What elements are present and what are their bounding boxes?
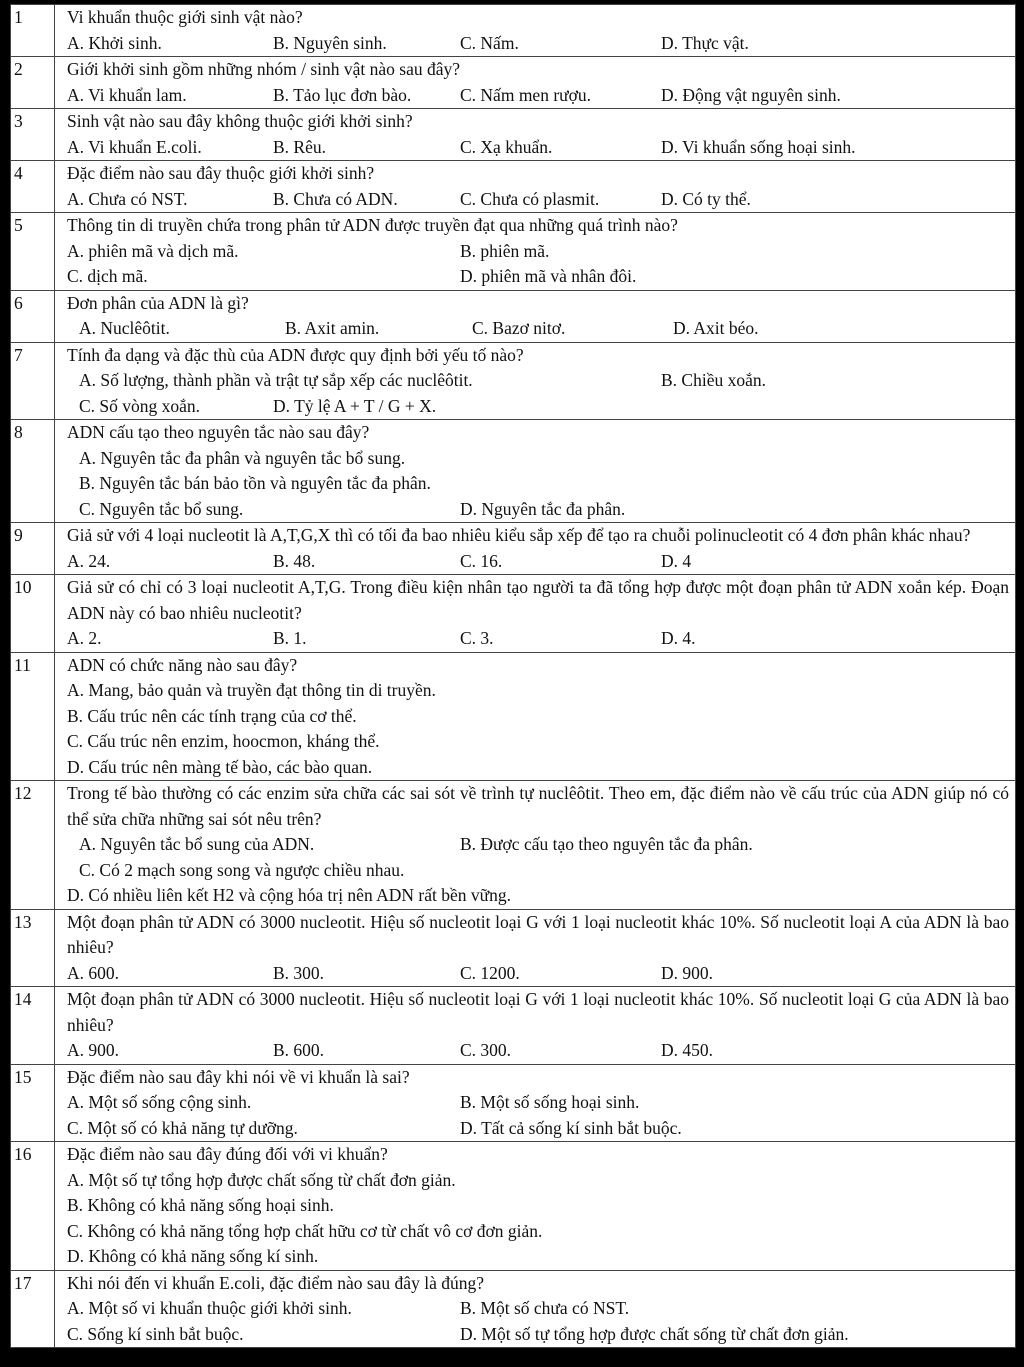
question-text: Đặc điểm nào sau đây thuộc giới khởi sinh?	[67, 163, 375, 183]
options-row	[67, 832, 1009, 858]
answer-option: D. Không có khả năng sống kí sinh.	[67, 1246, 319, 1266]
options-row	[67, 678, 1009, 704]
question-content	[55, 420, 1016, 523]
question-number: 9	[11, 523, 55, 575]
answer-option: D. Tất cả sống kí sinh bắt buộc.	[460, 1117, 682, 1138]
answer-option: A. 900.	[67, 1040, 120, 1060]
options-row	[67, 471, 1009, 497]
answer-option: D. 900.	[661, 962, 714, 983]
question-number: 14	[11, 987, 55, 1065]
question-number: 1	[11, 5, 55, 57]
question-row	[11, 781, 1016, 910]
answer-option: B. Axit amin.	[285, 318, 380, 338]
question-number: 4	[11, 161, 55, 213]
answer-option: B. 1.	[273, 628, 307, 648]
answer-option: C. Sống kí sinh bắt buộc.	[67, 1323, 244, 1344]
question-row	[11, 909, 1016, 987]
answer-option: D. Nguyên tắc đa phân.	[460, 498, 626, 519]
answer-option: A. Mang, bảo quản và truyền đạt thông tin di truyền.	[67, 680, 436, 700]
answer-option: A. Một số vi khuẩn thuộc giới khởi sinh.	[67, 1298, 352, 1318]
question-row	[11, 109, 1016, 161]
options-row	[67, 549, 1009, 575]
answer-option: C. dịch mã.	[67, 266, 148, 286]
answer-option: B. Nguyên tắc bán bảo tồn và nguyên tắc đa phân.	[79, 473, 431, 493]
question-row	[11, 575, 1016, 653]
question-row	[11, 5, 1016, 57]
question-number: 6	[11, 290, 55, 342]
question-row	[11, 420, 1016, 523]
question-number: 12	[11, 781, 55, 910]
options-row	[67, 1193, 1009, 1219]
question-content	[55, 290, 1016, 342]
question-table	[10, 4, 1016, 1348]
answer-option: A. phiên mã và dịch mã.	[67, 240, 239, 261]
question-text: Khi nói đến vi khuẩn E.coli, đặc điểm nào sau đây là đúng?	[67, 1272, 484, 1293]
options-row	[67, 497, 1009, 523]
answer-option: C. Nấm men rượu.	[460, 84, 592, 105]
answer-option: D. Thực vật.	[661, 32, 749, 53]
question-number: 17	[11, 1270, 55, 1348]
answer-option: D. 4	[661, 550, 692, 571]
answer-option: A. Một số tự tổng hợp được chất sống từ chất đơn giản.	[67, 1169, 456, 1190]
options-row	[67, 264, 1009, 290]
answer-option: C. Một số có khả năng tự dưỡng.	[67, 1117, 298, 1138]
answer-option: B. phiên mã.	[460, 240, 550, 261]
answer-option: D. Axit béo.	[673, 318, 759, 338]
question-number: 8	[11, 420, 55, 523]
answer-option: B. Một số chưa có NST.	[460, 1298, 630, 1318]
answer-option: B. Tảo lục đơn bào.	[273, 84, 412, 105]
answer-option: D. 4.	[661, 628, 696, 648]
answer-option: C. Xạ khuẩn.	[460, 136, 553, 157]
question-row	[11, 342, 1016, 420]
answer-option: A. Nuclêôtit.	[79, 318, 170, 338]
question-text: Giả sử có chỉ có 3 loại nucleotit A,T,G. Trong điều kiện nhân tạo người ta đã tổng hợp được một đoạn phân tử ADN xoắn kép. Đoạn ADN này có bao nhiêu nucleotit?	[67, 577, 1009, 623]
options-row	[67, 83, 1009, 109]
question-row	[11, 161, 1016, 213]
options-row	[67, 368, 1009, 394]
options-row	[67, 704, 1009, 730]
answer-option: D. Có nhiều liên kết H2 và cộng hóa trị nên ADN rất bền vững.	[67, 885, 511, 905]
question-text: Sinh vật nào sau đây không thuộc giới khởi sinh?	[67, 111, 413, 131]
answer-option: A. 24.	[67, 550, 111, 571]
question-text: ADN cấu tạo theo nguyên tắc nào sau đây?	[67, 422, 370, 442]
answer-option: D. Động vật nguyên sinh.	[661, 84, 841, 105]
options-row	[67, 729, 1009, 755]
answer-option: C. 16.	[460, 550, 503, 571]
answer-option: C. Có 2 mạch song song và ngược chiều nhau.	[79, 859, 405, 880]
question-row	[11, 1142, 1016, 1271]
question-content	[55, 213, 1016, 291]
question-row	[11, 213, 1016, 291]
answer-option: B. 300.	[273, 962, 325, 983]
question-number: 7	[11, 342, 55, 420]
question-text: Giới khởi sinh gồm những nhóm / sinh vật nào sau đây?	[67, 59, 461, 79]
question-content	[55, 781, 1016, 910]
answer-option: B. Cấu trúc nên các tính trạng của cơ thể.	[67, 705, 357, 726]
options-row	[67, 1322, 1009, 1348]
question-content	[55, 109, 1016, 161]
question-row	[11, 1064, 1016, 1142]
question-row	[11, 1270, 1016, 1348]
answer-option: D. Vi khuẩn sống hoại sinh.	[661, 136, 856, 157]
answer-option: B. Không có khả năng sống hoại sinh.	[67, 1195, 334, 1215]
question-content	[55, 342, 1016, 420]
question-text: Trong tế bào thường có các enzim sửa chữa các sai sót về trình tự nuclêôtit. Theo em, đặc điểm nào về cấu trúc của ADN giúp nó có thể sửa chữa những sai sót nêu trên?	[67, 783, 1009, 829]
answer-option: A. Nguyên tắc đa phân và nguyên tắc bổ sung.	[79, 447, 406, 468]
answer-option: C. Số vòng xoắn.	[79, 395, 201, 416]
question-number: 11	[11, 652, 55, 781]
question-content	[55, 1064, 1016, 1142]
question-content	[55, 523, 1016, 575]
answer-option: B. 600.	[273, 1040, 325, 1060]
options-row	[67, 961, 1009, 987]
answer-option: D. Tỷ lệ A + T / G + X.	[273, 395, 437, 416]
answer-option: B. Một số sống hoại sinh.	[460, 1092, 640, 1112]
question-text: Một đoạn phân tử ADN có 3000 nucleotit. Hiệu số nucleotit loại G với 1 loại nucleotit khác 10%. Số nucleotit loại G của ADN là bao nhiêu?	[67, 989, 1009, 1035]
answer-option: B. Được cấu tạo theo nguyên tắc đa phân.	[460, 834, 753, 854]
answer-option: A. 600.	[67, 962, 120, 983]
question-text: Đặc điểm nào sau đây khi nói về vi khuẩn là sai?	[67, 1066, 410, 1087]
answer-option: B. Chưa có ADN.	[273, 188, 398, 209]
question-number: 15	[11, 1064, 55, 1142]
question-content	[55, 57, 1016, 109]
question-content	[55, 909, 1016, 987]
answer-option: A. Nguyên tắc bổ sung của ADN.	[79, 834, 315, 854]
question-text: Vi khuẩn thuộc giới sinh vật nào?	[67, 7, 303, 27]
question-number: 13	[11, 909, 55, 987]
options-row	[67, 1038, 1009, 1064]
answer-option: C. Nguyên tắc bổ sung.	[79, 498, 244, 519]
answer-option: B. Nguyên sinh.	[273, 32, 387, 53]
options-row	[67, 135, 1009, 161]
options-row	[67, 239, 1009, 265]
answer-option: D. 450.	[661, 1040, 714, 1060]
answer-option: A. Chưa có NST.	[67, 188, 188, 209]
options-row	[67, 187, 1009, 213]
answer-option: D. Có ty thể.	[661, 188, 751, 209]
question-content	[55, 575, 1016, 653]
question-number: 10	[11, 575, 55, 653]
question-text: Giả sử với 4 loại nucleotit là A,T,G,X thì có tối đa bao nhiêu kiểu sắp xếp để tạo ra chuỗi polinucleotit có 4 đơn phân khác nhau?	[67, 525, 971, 545]
question-content	[55, 161, 1016, 213]
answer-option: A. Vi khuẩn E.coli.	[67, 136, 202, 157]
question-number: 3	[11, 109, 55, 161]
options-row	[67, 316, 1009, 342]
options-row	[67, 1090, 1009, 1116]
answer-option: C. Chưa có plasmit.	[460, 188, 600, 209]
question-text: Một đoạn phân tử ADN có 3000 nucleotit. Hiệu số nucleotit loại G với 1 loại nucleotit khác 10%. Số nucleotit loại A của ADN là bao nhiêu?	[67, 911, 1009, 957]
answer-option: D. Một số tự tổng hợp được chất sống từ chất đơn giản.	[460, 1323, 849, 1344]
question-text: Đơn phân của ADN là gì?	[67, 292, 249, 313]
question-row	[11, 57, 1016, 109]
answer-option: C. 3.	[460, 628, 494, 648]
options-row	[67, 31, 1009, 57]
answer-option: D. Cấu trúc nên màng tế bào, các bào quan.	[67, 756, 373, 777]
answer-option: A. Vi khuẩn lam.	[67, 84, 187, 105]
answer-option: A. Số lượng, thành phần và trật tự sắp xếp các nuclêôtit.	[79, 370, 473, 390]
answer-option: B. Rêu.	[273, 136, 326, 157]
options-row	[67, 1219, 1009, 1245]
question-row	[11, 652, 1016, 781]
answer-option: C. 1200.	[460, 962, 520, 983]
question-text: Đặc điểm nào sau đây đúng đối với vi khuẩn?	[67, 1144, 388, 1164]
answer-option: C. Bazơ nitơ.	[472, 318, 566, 338]
question-text: Thông tin di truyền chứa trong phân tử ADN được truyền đạt qua những quá trình nào?	[67, 215, 678, 235]
options-row	[67, 394, 1009, 420]
options-row	[67, 1168, 1009, 1194]
options-row	[67, 755, 1009, 781]
options-row	[67, 446, 1009, 472]
answer-option: C. Không có khả năng tổng hợp chất hữu cơ từ chất vô cơ đơn giản.	[67, 1220, 543, 1241]
options-row	[67, 1244, 1009, 1270]
answer-option: C. Cấu trúc nên enzim, hoocmon, kháng thể.	[67, 731, 380, 751]
options-row	[67, 883, 1009, 909]
answer-option: A. 2.	[67, 628, 102, 648]
options-row	[67, 858, 1009, 884]
answer-option: C. 300.	[460, 1040, 512, 1060]
answer-option: A. Khởi sinh.	[67, 32, 162, 53]
answer-option: B. Chiều xoắn.	[661, 370, 766, 390]
question-row	[11, 987, 1016, 1065]
question-content	[55, 1142, 1016, 1271]
question-content	[55, 987, 1016, 1065]
answer-option: D. phiên mã và nhân đôi.	[460, 266, 637, 286]
question-number: 16	[11, 1142, 55, 1271]
question-row	[11, 290, 1016, 342]
question-number: 2	[11, 57, 55, 109]
options-row	[67, 1296, 1009, 1322]
question-text: ADN có chức năng nào sau đây?	[67, 654, 298, 675]
question-content	[55, 5, 1016, 57]
question-content	[55, 652, 1016, 781]
question-row	[11, 523, 1016, 575]
answer-option: B. 48.	[273, 550, 316, 571]
answer-option: A. Một số sống cộng sinh.	[67, 1092, 252, 1112]
options-row	[67, 626, 1009, 652]
answer-option: C. Nấm.	[460, 32, 519, 53]
options-row	[67, 1116, 1009, 1142]
question-content	[55, 1270, 1016, 1348]
question-number: 5	[11, 213, 55, 291]
question-text: Tính đa dạng và đặc thù của ADN được quy định bởi yếu tố nào?	[67, 344, 524, 365]
